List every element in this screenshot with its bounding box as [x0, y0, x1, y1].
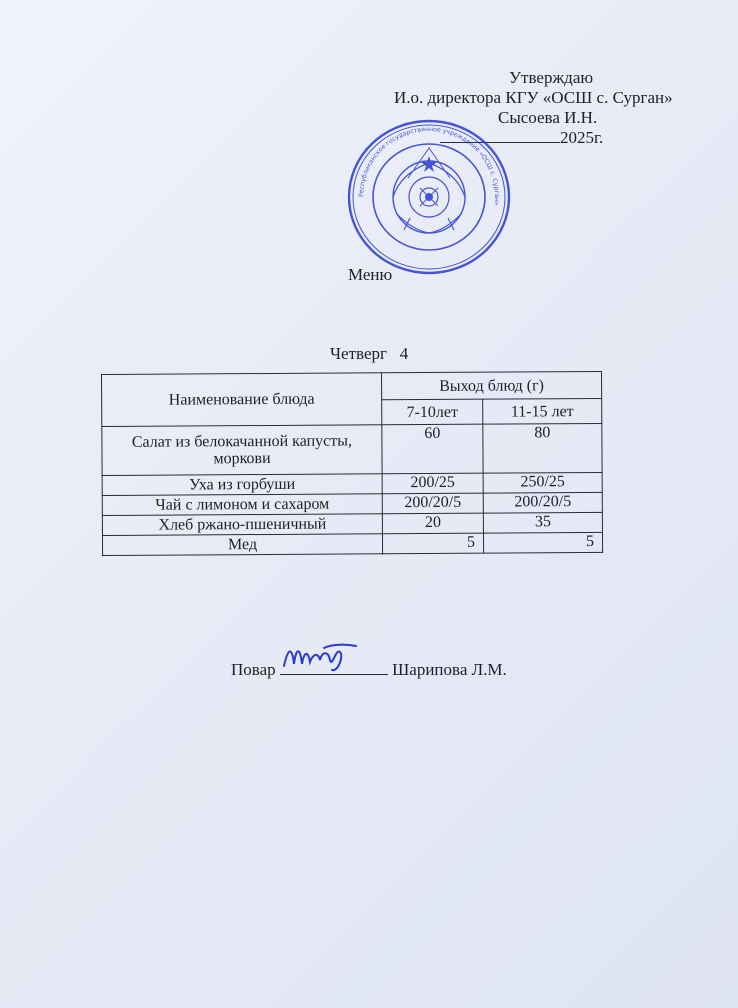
yield-7-10: 200/20/5: [382, 493, 483, 514]
approval-label: Утверждаю: [509, 68, 594, 87]
yield-11-15: 200/20/5: [483, 492, 602, 513]
table-header-row: [102, 371, 602, 401]
approval-position: И.о. директора КГУ «ОСШ с. Сурган»: [394, 88, 673, 107]
yield-11-15: 5: [483, 532, 602, 553]
yield-11-15: 80: [483, 423, 602, 473]
yield-7-10: 200/25: [382, 473, 483, 494]
yield-7-10: 60: [382, 424, 483, 474]
cook-label: Повар: [231, 660, 276, 679]
dish-name: Мед: [102, 534, 382, 556]
dish-column-header: Наименование блюда: [102, 373, 382, 427]
approval-date-text: 2025г.: [560, 128, 604, 147]
table-row: [102, 423, 602, 475]
yield-7-10: 20: [382, 513, 483, 534]
cook-signature-line: [231, 660, 507, 680]
table-row: [102, 532, 602, 555]
menu-table: [101, 371, 603, 556]
age-group-11-15-header: 11-15 лет: [483, 398, 602, 424]
dish-name: Уха из горбуши: [102, 474, 382, 496]
handwritten-signature: [280, 638, 360, 678]
menu-title: Меню: [348, 265, 393, 284]
official-seal: [346, 118, 512, 276]
yield-11-15: 35: [483, 512, 602, 533]
day-title: Четверг 4: [330, 344, 409, 363]
dish-name: Хлеб ржано-пшеничный: [102, 514, 382, 536]
yield-11-15: 250/25: [483, 472, 602, 493]
dish-name: Чай с лимоном и сахаром: [102, 494, 382, 516]
age-group-7-10-header: 7-10лет: [382, 399, 483, 425]
approval-name: Сысоева И.Н.: [498, 108, 598, 127]
yield-column-header: Выход блюд (г): [381, 371, 601, 399]
dish-name: Салат из белокачанной капусты, моркови: [102, 425, 382, 476]
signature-blank: [280, 660, 388, 675]
yield-7-10: 5: [382, 533, 483, 554]
cook-name: Шарипова Л.М.: [392, 660, 507, 679]
seal-text: Республиканское государственное учреждение «ОСШ с. Сурган»: [357, 125, 501, 206]
